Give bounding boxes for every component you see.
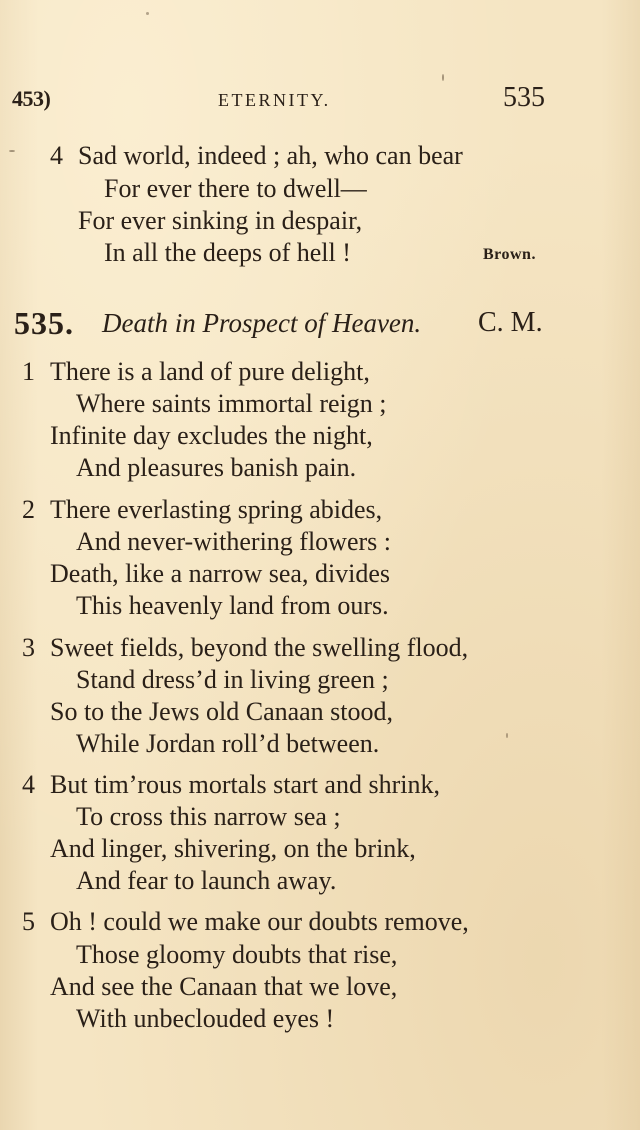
verse-line: And linger, shivering, on the brink, xyxy=(50,834,416,863)
verse-line: With unbeclouded eyes ! xyxy=(76,1004,335,1033)
verse-line: This heavenly land from ours. xyxy=(76,591,389,620)
verse-line: For ever sinking in despair, xyxy=(78,206,363,235)
header-section-title: ETERNITY. xyxy=(218,90,331,110)
verse-line: So to the Jews old Canaan stood, xyxy=(50,697,394,726)
paper-speck xyxy=(506,733,508,738)
verse-line: To cross this narrow sea ; xyxy=(76,802,341,831)
verse-line: Oh ! could we make our doubts remove, xyxy=(50,907,469,936)
author-attribution: Brown. xyxy=(483,246,536,263)
verse-line: And fear to launch away. xyxy=(76,866,337,895)
verse-line: And see the Canaan that we love, xyxy=(50,972,398,1001)
verse-line: And never-withering flowers : xyxy=(76,527,391,556)
hymn-meter: C. M. xyxy=(478,307,543,338)
verse-line: Sweet fields, beyond the swelling flood, xyxy=(50,633,469,662)
stanza-number: 5 xyxy=(22,907,35,936)
hymn-title: Death in Prospect of Heaven. xyxy=(102,308,422,338)
verse-line: Death, like a narrow sea, divides xyxy=(50,559,391,588)
verse-line: Sad world, indeed ; ah, who can bear xyxy=(78,141,463,170)
verse-line: Infinite day excludes the night, xyxy=(50,421,373,450)
verse-line: There everlasting spring abides, xyxy=(50,495,383,524)
verse-line: But tim’rous mortals start and shrink, xyxy=(50,770,440,799)
verse-line: In all the deeps of hell ! xyxy=(104,238,351,267)
verse-line: Stand dress’d in living green ; xyxy=(76,665,389,694)
stanza-number: 4 xyxy=(50,141,63,170)
verse-line: And pleasures banish pain. xyxy=(76,453,357,482)
stanza-number: 3 xyxy=(22,633,35,662)
verse-line: Those gloomy doubts that rise, xyxy=(76,940,398,969)
stanza-number: 1 xyxy=(22,357,35,386)
verse-line: For ever there to dwell— xyxy=(104,174,367,203)
paper-speck xyxy=(146,12,149,15)
verse-line: While Jordan roll’d between. xyxy=(76,729,380,758)
header-hymn-range: 453) xyxy=(12,86,51,111)
verse-line: Where saints immortal reign ; xyxy=(76,389,387,418)
page-number: 535 xyxy=(503,82,545,113)
paper-speck xyxy=(9,150,15,152)
hymn-heading xyxy=(14,305,634,345)
running-header xyxy=(0,80,640,120)
stanza-number: 2 xyxy=(22,495,35,524)
stanza-number: 4 xyxy=(22,770,35,799)
hymn-number: 535. xyxy=(14,305,74,341)
verse-line: There is a land of pure delight, xyxy=(50,357,370,386)
